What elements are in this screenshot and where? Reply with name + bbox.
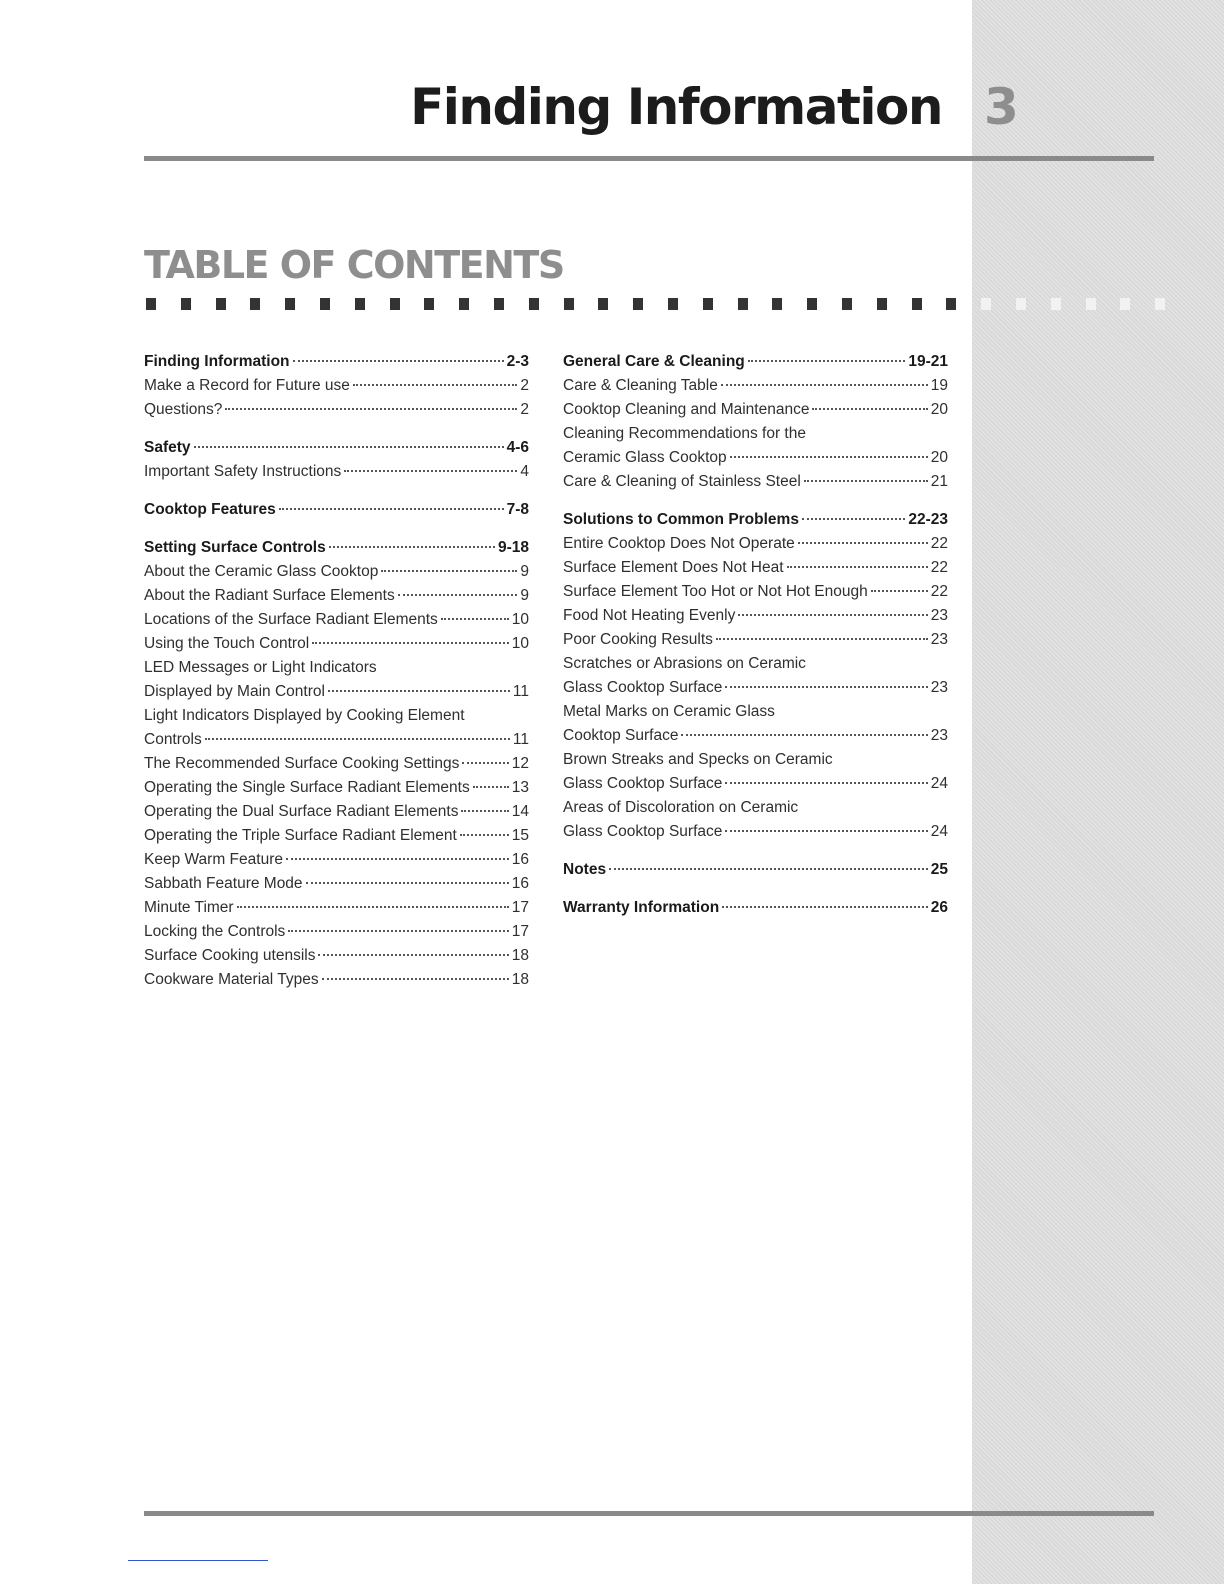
- toc-entry-page: 16: [511, 875, 529, 892]
- toc-entry-title: Displayed by Main Control: [144, 683, 325, 700]
- toc-entry[interactable]: [144, 800, 529, 824]
- dot-leader: [237, 906, 509, 908]
- toc-entry-title: Scratches or Abrasions on Ceramic: [563, 655, 806, 672]
- toc-section-entry[interactable]: [144, 436, 529, 460]
- toc-entry-page: 7-8: [506, 501, 529, 518]
- toc-entry-page: 26: [930, 899, 948, 916]
- dot-leader: [462, 762, 508, 764]
- footer-rule: [144, 1511, 1154, 1516]
- toc-entry-page: 11: [512, 683, 529, 700]
- toc-entry-title: LED Messages or Light Indicators: [144, 659, 377, 676]
- toc-entry-page: 9-18: [497, 539, 529, 556]
- toc-entry-page: 23: [930, 679, 948, 696]
- toc-entry-title: Locking the Controls: [144, 923, 286, 940]
- toc-entry-title: Setting Surface Controls: [144, 539, 326, 556]
- dot-leader: [716, 638, 928, 640]
- toc-entry-title: Using the Touch Control: [144, 635, 310, 652]
- toc-entry[interactable]: [144, 728, 529, 752]
- toc-entry[interactable]: [144, 632, 529, 656]
- dot-leader: [306, 882, 509, 884]
- toc-entry-title: General Care & Cleaning: [563, 353, 745, 370]
- toc-entry[interactable]: [563, 628, 948, 652]
- toc-entry-page: 10: [511, 635, 529, 652]
- dot-leader: [725, 782, 927, 784]
- toc-entry-title: Locations of the Surface Radiant Elements: [144, 611, 438, 628]
- toc-entry-title: Operating the Single Surface Radiant Elements: [144, 779, 470, 796]
- dot-leader: [329, 546, 495, 548]
- toc-section-entry[interactable]: [563, 896, 948, 920]
- dot-leader: [460, 834, 509, 836]
- dot-leader: [286, 858, 509, 860]
- toc-section-entry[interactable]: [563, 508, 948, 532]
- dot-leader: [441, 618, 509, 620]
- dot-leader: [205, 738, 510, 740]
- dot-leader: [798, 542, 928, 544]
- page-title: Finding Information: [410, 78, 942, 136]
- decorative-square: [355, 298, 365, 310]
- decorative-square: [216, 298, 226, 310]
- toc-entry-title: Care & Cleaning Table: [563, 377, 718, 394]
- toc-entry[interactable]: [563, 374, 948, 398]
- dot-leader: [725, 686, 927, 688]
- decorative-square: [320, 298, 330, 310]
- toc-entry[interactable]: [144, 374, 529, 398]
- toc-entry-page: 19-21: [908, 353, 948, 370]
- toc-entry[interactable]: [563, 422, 948, 446]
- toc-entry-title: Areas of Discoloration on Ceramic: [563, 799, 799, 816]
- decorative-square: [946, 298, 956, 310]
- decorative-square: [1155, 298, 1165, 310]
- dot-leader: [748, 360, 906, 362]
- dot-leader: [353, 384, 517, 386]
- decorative-square: [1016, 298, 1026, 310]
- toc-entry-page: 9: [520, 563, 529, 580]
- toc-entry[interactable]: [563, 604, 948, 628]
- toc-entry-page: 20: [930, 449, 948, 466]
- toc-entry-page: 4-6: [506, 439, 529, 456]
- dot-leader: [279, 508, 504, 510]
- toc-entry-title: Minute Timer: [144, 899, 234, 916]
- toc-entry-page: 23: [930, 727, 948, 744]
- toc-entry-title: Entire Cooktop Does Not Operate: [563, 535, 795, 552]
- decorative-square: [1051, 298, 1061, 310]
- toc-entry[interactable]: [563, 820, 948, 844]
- toc-entry-page: 18: [511, 947, 529, 964]
- toc-section-entry[interactable]: [563, 350, 948, 374]
- toc-entry[interactable]: [144, 608, 529, 632]
- toc-entry[interactable]: [144, 872, 529, 896]
- dot-leader: [812, 408, 927, 410]
- dot-leader: [722, 906, 928, 908]
- decorative-square: [250, 298, 260, 310]
- dot-leader: [318, 954, 508, 956]
- toc-section-entry[interactable]: [144, 498, 529, 522]
- decorative-square: [181, 298, 191, 310]
- toc-entry-title: About the Radiant Surface Elements: [144, 587, 395, 604]
- toc-entry-page: 22-23: [908, 511, 948, 528]
- decorative-square: [772, 298, 782, 310]
- toc-entry-page: 22: [930, 559, 948, 576]
- toc-entry-page: 23: [930, 631, 948, 648]
- toc-entry-page: 12: [511, 755, 529, 772]
- toc-entry-title: Cooktop Cleaning and Maintenance: [563, 401, 810, 418]
- toc-entry-page: 2: [520, 377, 529, 394]
- dot-leader: [288, 930, 508, 932]
- toc-entry-title: Poor Cooking Results: [563, 631, 713, 648]
- toc-entry[interactable]: [563, 700, 948, 724]
- toc-entry[interactable]: [563, 470, 948, 494]
- dot-leader: [802, 518, 905, 520]
- toc-entry[interactable]: [144, 896, 529, 920]
- toc-entry-title: Cooktop Surface: [563, 727, 679, 744]
- chapter-side-tab: [972, 0, 1224, 1584]
- toc-entry-title: Surface Element Does Not Heat: [563, 559, 784, 576]
- toc-section-entry[interactable]: [144, 536, 529, 560]
- toc-entry-page: 24: [930, 823, 948, 840]
- decorative-square: [668, 298, 678, 310]
- footer-link-line: [128, 1560, 268, 1561]
- toc-entry-title: Sabbath Feature Mode: [144, 875, 303, 892]
- dot-leader: [381, 570, 517, 572]
- toc-entry-title: Surface Element Too Hot or Not Hot Enough: [563, 583, 868, 600]
- toc-entry[interactable]: [563, 748, 948, 772]
- decorative-square: [564, 298, 574, 310]
- toc-entry-page: 17: [511, 923, 529, 940]
- decorative-square: [1120, 298, 1130, 310]
- toc-entry-title: Solutions to Common Problems: [563, 511, 799, 528]
- toc-entry[interactable]: [563, 556, 948, 580]
- toc-section-entry[interactable]: [563, 858, 948, 882]
- toc-entry-title: The Recommended Surface Cooking Settings: [144, 755, 460, 772]
- dot-leader: [322, 978, 509, 980]
- toc-entry[interactable]: [144, 398, 529, 422]
- toc-entry[interactable]: [563, 580, 948, 604]
- toc-entry-title: Keep Warm Feature: [144, 851, 283, 868]
- toc-entry-page: 20: [930, 401, 948, 418]
- toc-entry-title: Ceramic Glass Cooktop: [563, 449, 727, 466]
- toc-entry-page: 22: [930, 535, 948, 552]
- toc-section-entry[interactable]: [144, 350, 529, 374]
- dot-leader: [398, 594, 518, 596]
- toc-entry-page: 24: [930, 775, 948, 792]
- toc-entry-title: Controls: [144, 731, 202, 748]
- decorative-square: [633, 298, 643, 310]
- toc-entry-title: Metal Marks on Ceramic Glass: [563, 703, 775, 720]
- toc-entry-title: Safety: [144, 439, 191, 456]
- toc-entry[interactable]: [144, 752, 529, 776]
- dot-leader: [725, 830, 927, 832]
- decorative-square: [424, 298, 434, 310]
- toc-entry-title: Operating the Triple Surface Radiant Element: [144, 827, 457, 844]
- toc-entry-page: 16: [511, 851, 529, 868]
- page-number: 3: [984, 78, 1019, 136]
- decorative-square-row: [146, 298, 1156, 312]
- toc-entry[interactable]: [144, 776, 529, 800]
- toc-entry-title: Questions?: [144, 401, 223, 418]
- toc-entry[interactable]: [563, 398, 948, 422]
- toc-entry[interactable]: [144, 944, 529, 968]
- toc-entry-page: 21: [930, 473, 948, 490]
- dot-leader: [721, 384, 928, 386]
- toc-entry-title: Cleaning Recommendations for the: [563, 425, 806, 442]
- toc-right-column: [563, 350, 948, 920]
- toc-entry-title: Warranty Information: [563, 899, 720, 916]
- toc-entry-title: Operating the Dual Surface Radiant Elements: [144, 803, 459, 820]
- toc-entry-title: Glass Cooktop Surface: [563, 775, 723, 792]
- toc-entry-page: 19: [930, 377, 948, 394]
- toc-entry[interactable]: [563, 772, 948, 796]
- dot-leader: [871, 590, 928, 592]
- toc-left-column: [144, 350, 529, 992]
- dot-leader: [804, 480, 928, 482]
- decorative-square: [494, 298, 504, 310]
- dot-leader: [787, 566, 928, 568]
- toc-entry-page: 9: [520, 587, 529, 604]
- dot-leader: [328, 690, 510, 692]
- toc-entry-title: Glass Cooktop Surface: [563, 679, 723, 696]
- toc-entry[interactable]: [144, 848, 529, 872]
- decorative-square: [529, 298, 539, 310]
- toc-entry-page: 23: [930, 607, 948, 624]
- toc-entry[interactable]: [563, 652, 948, 676]
- toc-entry[interactable]: [144, 560, 529, 584]
- decorative-square: [981, 298, 991, 310]
- dot-leader: [738, 614, 927, 616]
- dot-leader: [312, 642, 509, 644]
- toc-entry[interactable]: [144, 656, 529, 680]
- toc-entry-title: Notes: [563, 861, 607, 878]
- dot-leader: [461, 810, 508, 812]
- toc-entry-page: 2: [520, 401, 529, 418]
- toc-entry-title: Important Safety Instructions: [144, 463, 342, 480]
- dot-leader: [225, 408, 517, 410]
- decorative-square: [459, 298, 469, 310]
- toc-entry[interactable]: [144, 704, 529, 728]
- decorative-square: [703, 298, 713, 310]
- decorative-square: [1086, 298, 1096, 310]
- toc-entry[interactable]: [563, 796, 948, 820]
- toc-entry-title: Food Not Heating Evenly: [563, 607, 736, 624]
- dot-leader: [730, 456, 928, 458]
- toc-entry-page: 13: [511, 779, 529, 796]
- dot-leader: [681, 734, 927, 736]
- toc-entry-page: 22: [930, 583, 948, 600]
- toc-entry-title: Glass Cooktop Surface: [563, 823, 723, 840]
- toc-entry-title: About the Ceramic Glass Cooktop: [144, 563, 379, 580]
- toc-entry-title: Cooktop Features: [144, 501, 276, 518]
- toc-entry-page: 17: [511, 899, 529, 916]
- toc-entry[interactable]: [563, 532, 948, 556]
- decorative-square: [842, 298, 852, 310]
- dot-leader: [473, 786, 509, 788]
- toc-entry-title: Cookware Material Types: [144, 971, 319, 988]
- toc-entry-page: 25: [930, 861, 948, 878]
- toc-entry[interactable]: [563, 724, 948, 748]
- toc-entry[interactable]: [144, 968, 529, 992]
- toc-entry[interactable]: [563, 446, 948, 470]
- toc-entry[interactable]: [144, 920, 529, 944]
- decorative-square: [146, 298, 156, 310]
- toc-entry-page: 4: [520, 463, 529, 480]
- dot-leader: [344, 470, 517, 472]
- toc-entry-title: Care & Cleaning of Stainless Steel: [563, 473, 801, 490]
- toc-entry-page: 14: [511, 803, 529, 820]
- toc-entry[interactable]: [144, 460, 529, 484]
- toc-entry[interactable]: [144, 680, 529, 704]
- toc-entry-title: Make a Record for Future use: [144, 377, 350, 394]
- dot-leader: [194, 446, 504, 448]
- decorative-square: [912, 298, 922, 310]
- toc-entry-page: 2-3: [506, 353, 529, 370]
- decorative-square: [285, 298, 295, 310]
- dot-leader: [293, 360, 504, 362]
- dot-leader: [609, 868, 928, 870]
- decorative-square: [598, 298, 608, 310]
- toc-entry-page: 11: [512, 731, 529, 748]
- decorative-square: [738, 298, 748, 310]
- toc-entry[interactable]: [144, 584, 529, 608]
- toc-entry-page: 15: [511, 827, 529, 844]
- toc-entry-title: Finding Information: [144, 353, 290, 370]
- toc-entry-page: 10: [511, 611, 529, 628]
- header-rule: [144, 156, 1154, 161]
- toc-entry[interactable]: [144, 824, 529, 848]
- decorative-square: [390, 298, 400, 310]
- toc-title: TABLE OF CONTENTS: [144, 243, 564, 287]
- toc-entry-title: Brown Streaks and Specks on Ceramic: [563, 751, 833, 768]
- decorative-square: [807, 298, 817, 310]
- toc-entry-title: Surface Cooking utensils: [144, 947, 316, 964]
- toc-entry-title: Light Indicators Displayed by Cooking Element: [144, 707, 465, 724]
- toc-entry-page: 18: [511, 971, 529, 988]
- toc-entry[interactable]: [563, 676, 948, 700]
- decorative-square: [877, 298, 887, 310]
